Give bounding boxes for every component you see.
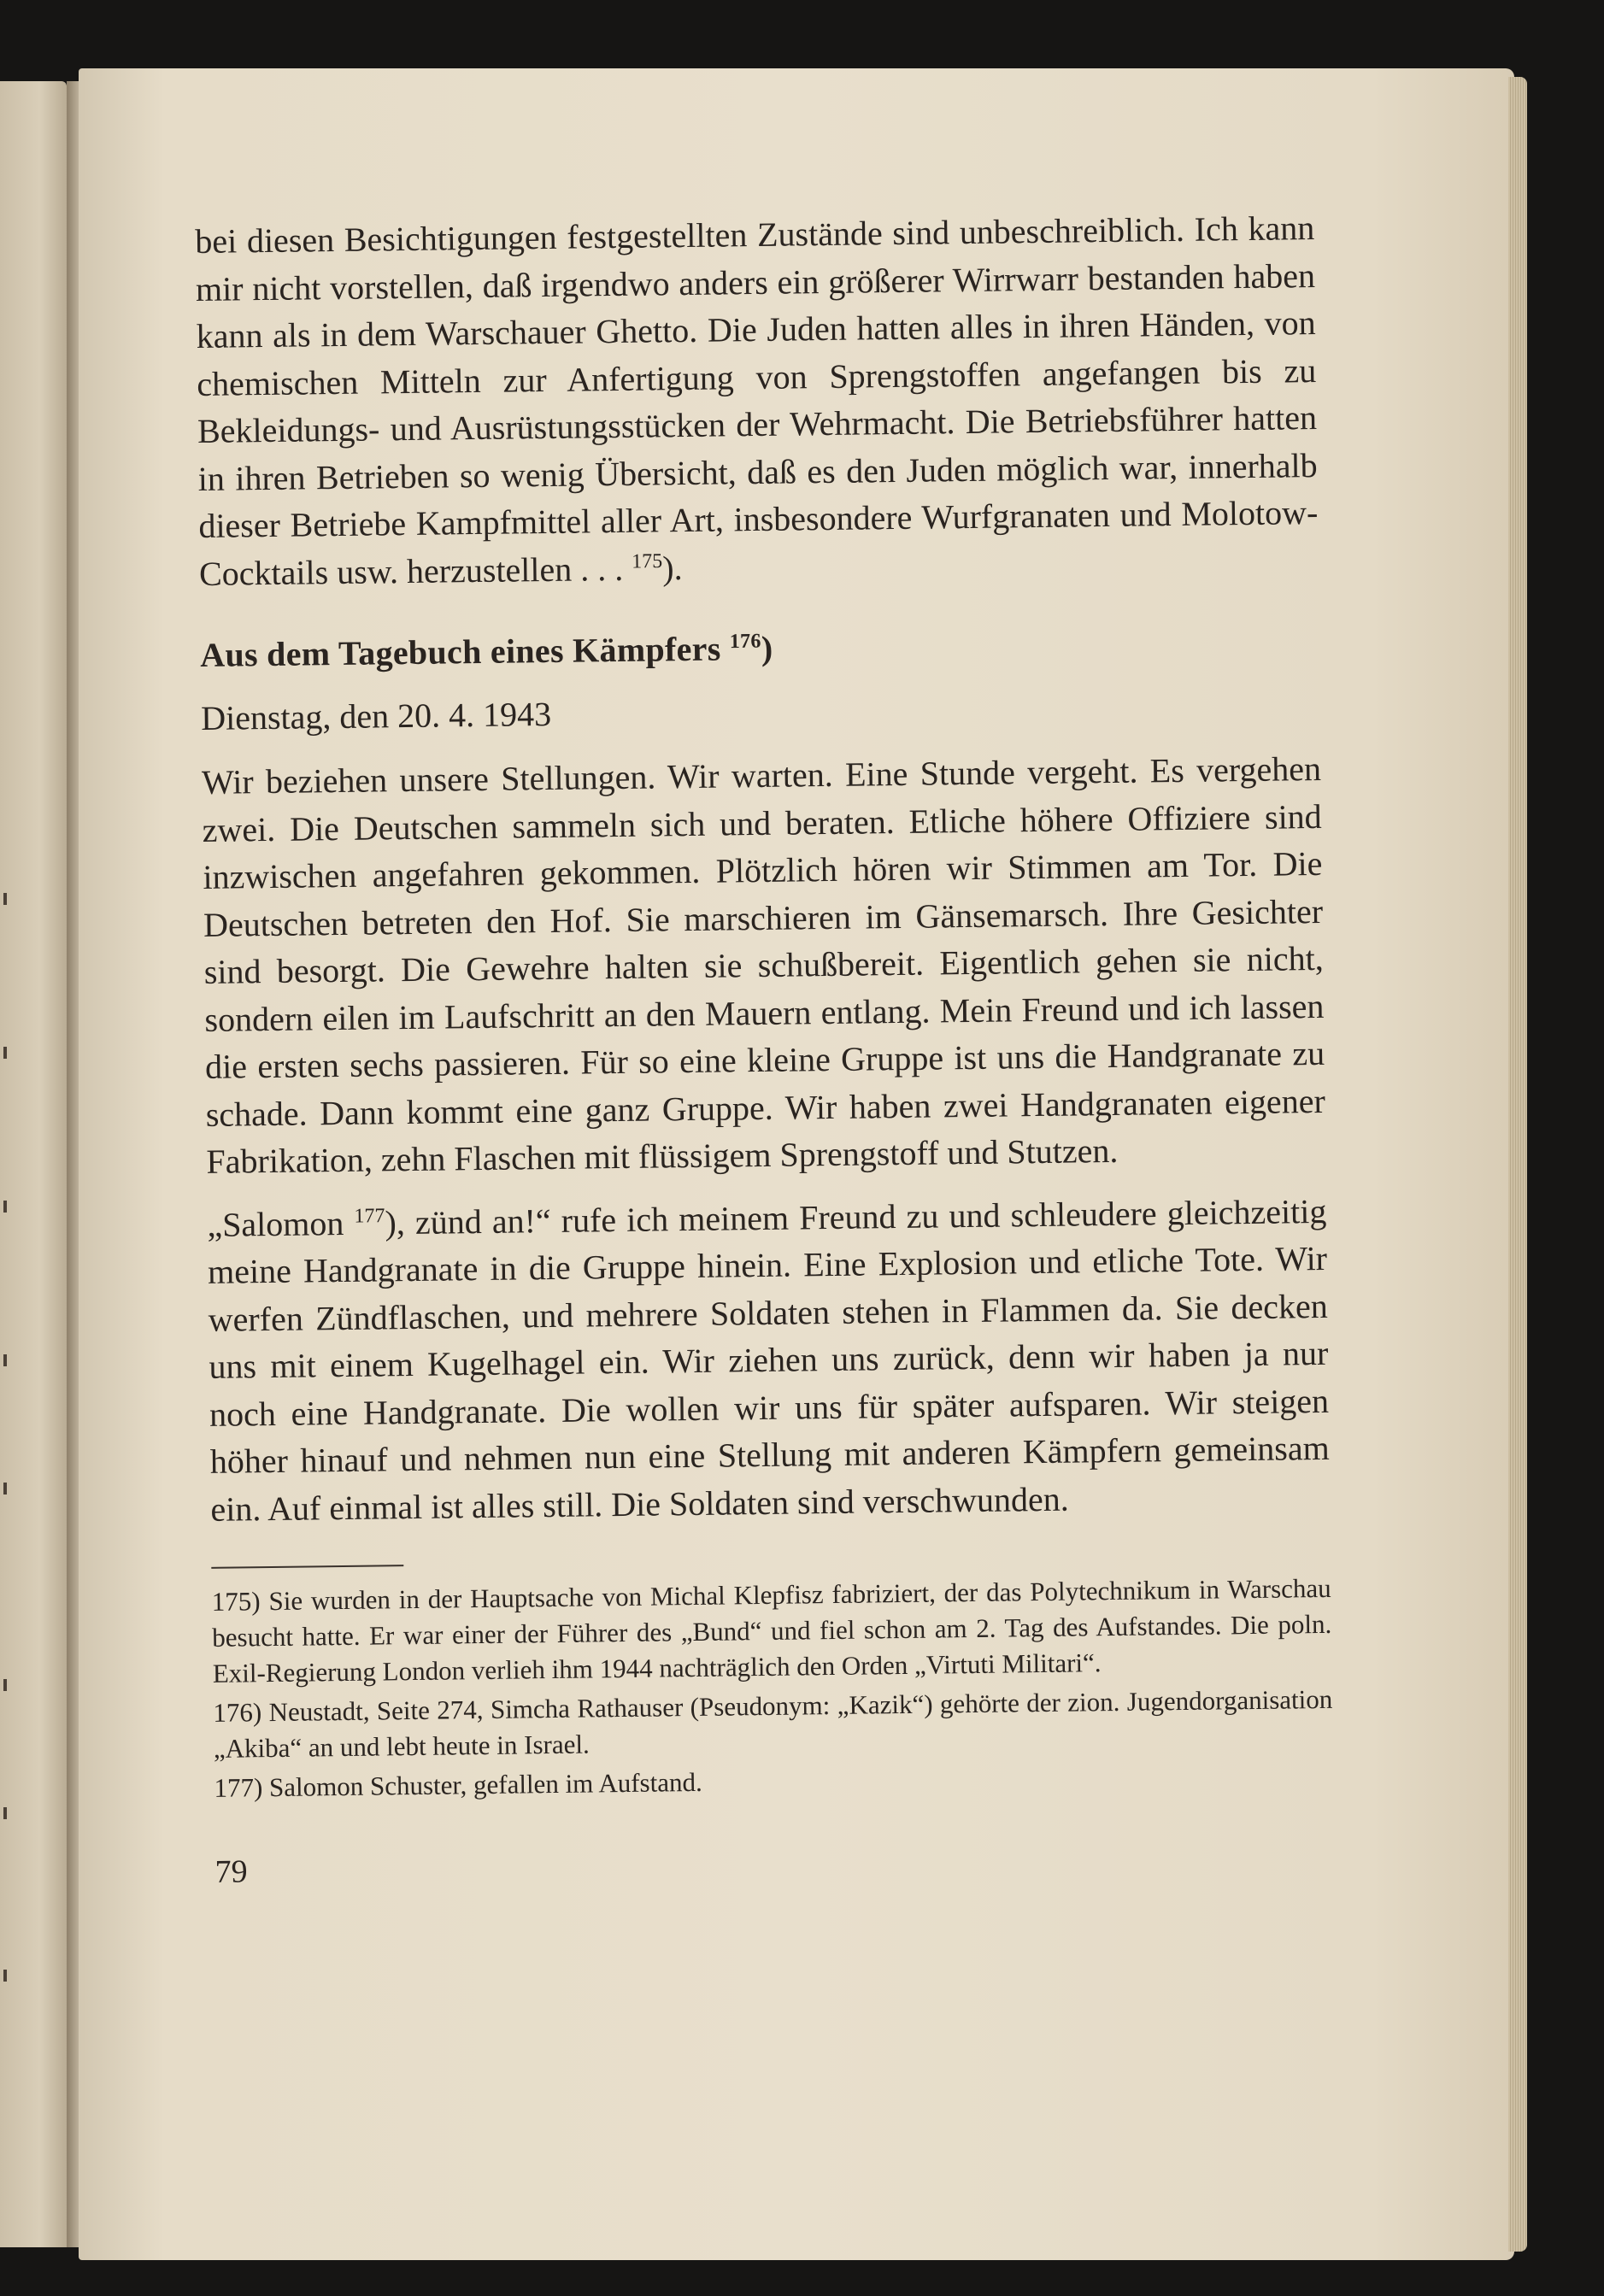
body-paragraph-1 [195, 204, 1319, 597]
left-page-print-marks [3, 81, 14, 2247]
footnote-175: 175) Sie wurden in der Hauptsache von Michal Klepfisz fabriziert, der das Polytechnikum in Warschau besucht hatte. Er war einer der Führer des „Bund“ und fiel schon am 2. Tag des Aufstandes. Die poln. Exil-Regierung London verlieh ihm 1944 nachträglich den Orden „Virtuti Militari“. [211, 1572, 1332, 1688]
footnote-176: 176) Neustadt, Seite 274, Simcha Rathauser (Pseudonym: „Kazik“) gehörte der zion. Jugendorganisation „Akiba“ an und lebt heute in Israel. [213, 1683, 1333, 1764]
body-paragraph-2: Wir beziehen unsere Stellungen. Wir warten. Eine Stunde vergeht. Es vergehen zwei. Die Deutschen sammeln sich und beraten. Etliche höhere Offiziere sind inzwischen angefahren gekommen. Plötzlich hören wir Stimmen am Tor. Die Deutschen betreten den Hof. Sie marschieren im Gänsemarsch. Ihre Gesichter sind besorgt. Die Gewehre halten sie schußbereit. Eigentlich gehen sie nicht, sondern eilen im Laufschritt an den Mauern entlang. Mein Freund und ich lassen die ersten sechs passieren. Für so eine kleine Gruppe ist uns die Handgranate zu schade. Dann kommt eine ganz Gruppe. Wir haben zwei Handgranaten eigener Fabrikation, zehn Flaschen mit flüssigem Sprengstoff und Stutzen. [201, 749, 1325, 1181]
footnote-ref-176: 176 [729, 630, 761, 654]
page-text-block [195, 204, 1335, 1896]
diary-date: Dienstag, den 20. 4. 1943 [200, 694, 552, 737]
footnote-divider [211, 1565, 403, 1569]
page-number: 79 [214, 1853, 248, 1890]
paragraph-3-text: ), zünd an!“ rufe ich meinem Freund zu und schleudere gleichzeitig meine Handgranate in die Gruppe hinein. Eine Explosion und etliche Tote. Wir werfen Zündflaschen, und mehrere Soldaten stehen in Flammen da. Sie decken uns mit einem Kugelhagel ein. Wir ziehen uns zurück, denn wir haben ja nur noch eine Handgranate. Die wollen wir uns für später aufsparen. Wir steigen höher hinauf und nehmen nun eine Stellung mit anderen Kämpfern gemeinsam ein. Auf einmal ist alles still. Die Soldaten sind verschwunden. [207, 1191, 1330, 1529]
section-heading [200, 618, 1320, 679]
footnote-177: 177) Salomon Schuster, gefallen im Aufstand. [214, 1766, 702, 1803]
body-paragraph-3 [207, 1187, 1331, 1532]
heading-text: Aus dem Tagebuch eines Kämpfers [199, 629, 721, 674]
page-edge-stack [1508, 77, 1527, 2252]
left-page-edge [0, 81, 67, 2247]
footnote-ref-175: 175 [631, 549, 663, 573]
paragraph-1-text: bei diesen Besichtigungen festgestellten Zustände sind unbeschreiblich. Ich kann mir nicht vorstellen, daß irgendwo anders ein größerer Wirrwarr bestanden haben kann als in dem Warschauer Ghetto. Die Juden hatten alles in ihren Händen, von chemischen Mitteln zur Anfertigung von Sprengstoffen angefangen bis zu Bekleidungs- und Ausrüstungsstücken der Wehrmacht. Die Betriebsführer hatten in ihren Betrieben so wenig Übersicht, daß es den Juden möglich war, innerhalb dieser Betriebe Kampfmittel aller Art, insbesondere Wurfgranaten und Molotow-Cocktails usw. herzustellen . . . [195, 208, 1319, 593]
footnotes [212, 1571, 1334, 1806]
paragraph-1-end: ). [661, 548, 683, 587]
footnote-ref-177: 177 [354, 1204, 385, 1227]
heading-end: ) [761, 628, 773, 667]
paragraph-3-start: „Salomon [207, 1203, 344, 1244]
